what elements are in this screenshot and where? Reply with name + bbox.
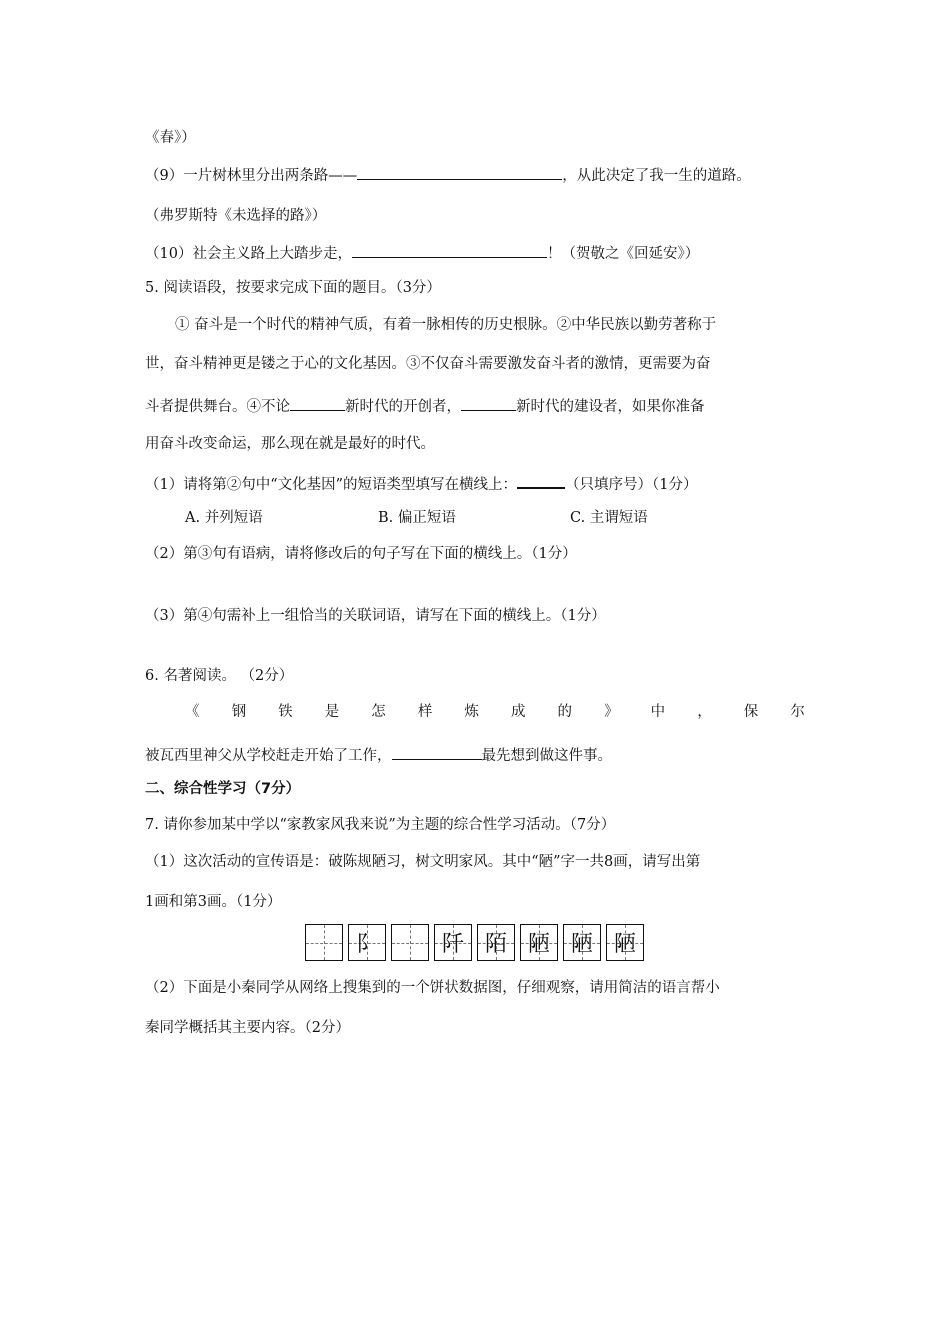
passage-line-2: 世，奋斗精神更是镂之于心的文化基因。③不仅奋斗需要激发奋斗者的激情，更需要为奋 <box>145 356 711 372</box>
passage-line-3 <box>145 395 705 417</box>
char: 成 <box>510 704 526 720</box>
book-title-line <box>185 702 805 722</box>
char: 样 <box>417 704 433 720</box>
char: 中 <box>650 704 666 720</box>
question-7-title: 7. 请你参加某中学以“家教家风我来说”为主题的综合性学习活动。（7分） <box>145 817 616 833</box>
stroke-cell: 陌 <box>477 924 515 961</box>
line-chun-source: 《春》） <box>145 130 196 146</box>
item-10-text-b: ！（贺敬之《回延安》） <box>546 246 700 262</box>
stroke-cell-answer-3[interactable] <box>391 924 429 961</box>
sub-question-1-text: （1）请将第②句中“文化基因”的短语类型填写在横线上： <box>145 477 518 493</box>
sub-question-3: （3）第④句需补上一组恰当的关联词语，请写在下面的横线上。（1分） <box>145 608 606 624</box>
char: 铁 <box>278 704 293 720</box>
stroke-cell: 阡 <box>434 924 472 961</box>
char: 的 <box>557 704 572 720</box>
passage-line-3-a: 斗者提供舞台。④不论 <box>145 399 290 415</box>
stroke-cell: 阝 <box>348 924 386 961</box>
q7-sub-2-line-2: 秦同学概括其主要内容。（2分） <box>145 1020 350 1036</box>
passage-line-3-b: 新时代的开创者， <box>345 399 461 415</box>
q7-sub-2-line-1: （2）下面是小秦同学从网络上搜集到的一个饼状数据图，仔细观察，请用简洁的语言帮小 <box>145 980 720 996</box>
passage-line-3-c: 新时代的建设者，如果你准备 <box>516 399 705 415</box>
option-b: B. 偏正短语 <box>378 510 456 526</box>
item-10-text-a: （10）社会主义路上大踏步走， <box>145 246 352 262</box>
item-9-text-a: （9）一片树林里分出两条路—— <box>145 168 358 184</box>
char: 怎 <box>371 704 386 720</box>
book-question-text-b: 最先想到做这件事。 <box>481 748 612 764</box>
char: 》 <box>604 704 619 720</box>
item-9-source: （弗罗斯特《未选择的路》） <box>145 208 327 224</box>
stroke-cell-answer-1[interactable] <box>305 924 343 961</box>
option-a: A. 并列短语 <box>185 510 263 526</box>
item-9-blank[interactable] <box>357 164 562 180</box>
char: 钢 <box>231 704 247 720</box>
sub-question-1 <box>145 472 698 495</box>
item-10-blank[interactable] <box>352 242 547 258</box>
option-c: C. 主谓短语 <box>570 510 648 526</box>
section-2-heading: 二、综合性学习（7分） <box>145 781 301 797</box>
connective-blank-1[interactable] <box>290 395 345 411</box>
stroke-cell: 陋 <box>606 924 644 961</box>
question-5-title: 5. 阅读语段，按要求完成下面的题目。（3分） <box>145 280 441 296</box>
stroke-cell: 陋 <box>520 924 558 961</box>
passage-line-1: ① 奋斗是一个时代的精神气质，有着一脉相传的历史根脉。②中华民族以勤劳著称于 <box>175 317 717 333</box>
q7-sub-1-line-1: （1）这次活动的宣传语是：破陈规陋习，树文明家风。其中“陋”字一共8画，请写出第 <box>145 854 701 870</box>
connective-blank-2[interactable] <box>461 395 516 411</box>
stroke-order-grid <box>305 924 649 961</box>
question-6-title: 6. 名著阅读。 （2分） <box>145 668 294 684</box>
q7-sub-1-line-2: 1画和第3画。（1分） <box>145 894 282 910</box>
item-9-text-b: ，从此决定了我一生的道路。 <box>562 168 751 184</box>
char: 是 <box>324 704 340 720</box>
char: 尔 <box>790 704 805 720</box>
book-question-text-a: 被瓦西里神父从学校赶走开始了工作， <box>145 748 392 764</box>
stroke-cell: 陋 <box>563 924 601 961</box>
sub-question-1-blank[interactable] <box>517 472 565 489</box>
item-9 <box>145 164 751 186</box>
char: 《 <box>185 704 200 720</box>
sub-question-1-note: （只填序号）（1分） <box>565 477 698 493</box>
sub-question-2: （2）第③句有语病，请将修改后的句子写在下面的横线上。（1分） <box>145 546 577 562</box>
book-question-blank[interactable] <box>392 744 482 760</box>
passage-line-4: 用奋斗改变命运，那么现在就是最好的时代。 <box>145 436 435 452</box>
char: 保 <box>743 704 759 720</box>
char: 炼 <box>464 704 479 720</box>
char: ， <box>697 704 712 720</box>
item-10 <box>145 242 699 264</box>
book-question-line <box>145 744 612 766</box>
